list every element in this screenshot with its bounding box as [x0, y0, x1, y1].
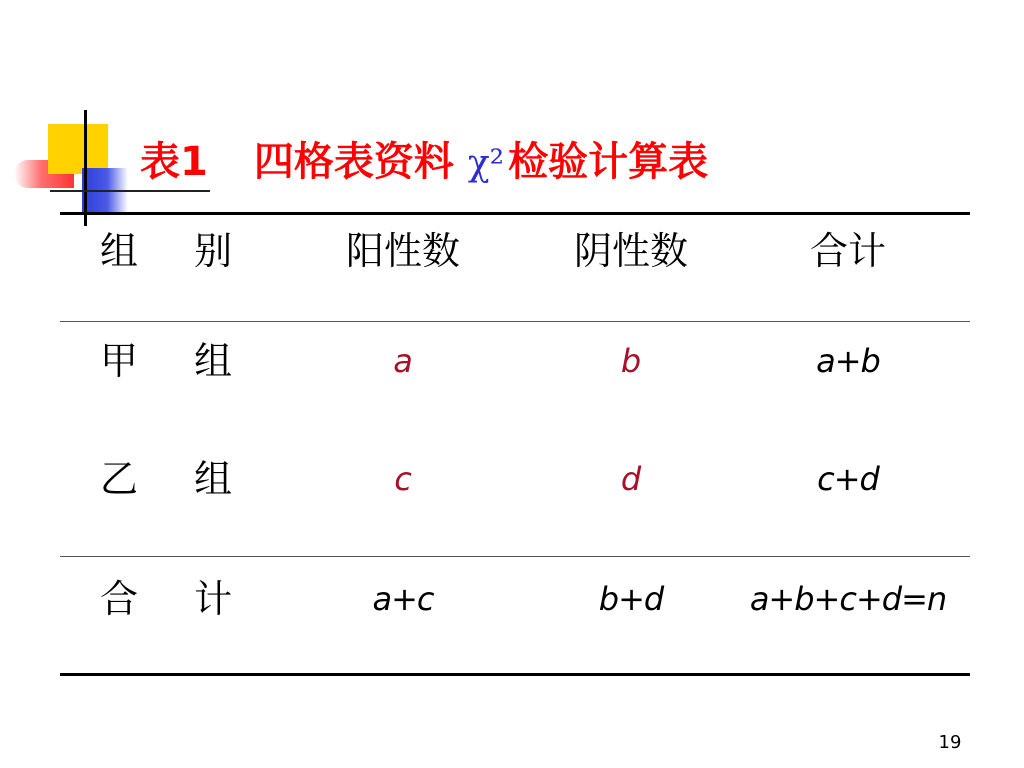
cell-c-plus-d: c+d	[817, 460, 879, 498]
cell-b-plus-d: b+d	[598, 580, 664, 618]
decorative-logo-yellow-square	[48, 124, 108, 174]
cell-d: d	[620, 460, 642, 498]
row-label-group-b: 乙 组	[100, 457, 255, 501]
table-top-rule	[60, 212, 970, 215]
title-main: 四格表资料	[253, 139, 454, 185]
slide-title	[140, 132, 708, 192]
cell-b: b	[620, 342, 642, 380]
table-bottom-rule	[60, 673, 970, 676]
header-group: 组 别	[100, 229, 255, 273]
cell-a: a	[393, 342, 413, 380]
decorative-logo-vertical-line	[84, 110, 87, 226]
row-label-group-a: 甲 组	[100, 339, 255, 383]
title-chi-square: χ²	[467, 143, 505, 184]
table-header-rule	[60, 321, 970, 322]
cell-grand-total: a+b+c+d=n	[749, 580, 947, 618]
header-negative: 阴性数	[573, 229, 688, 273]
header-positive: 阳性数	[345, 229, 460, 273]
row-label-total: 合 计	[100, 577, 255, 621]
cell-a-plus-c: a+c	[372, 580, 434, 618]
cell-c: c	[394, 460, 412, 498]
page-number: 19	[938, 732, 962, 753]
cell-a-plus-b: a+b	[816, 342, 880, 380]
header-total: 合计	[809, 229, 886, 273]
title-suffix: 检验计算表	[508, 139, 709, 185]
table-total-rule	[60, 556, 970, 557]
title-prefix: 表1	[140, 139, 208, 185]
